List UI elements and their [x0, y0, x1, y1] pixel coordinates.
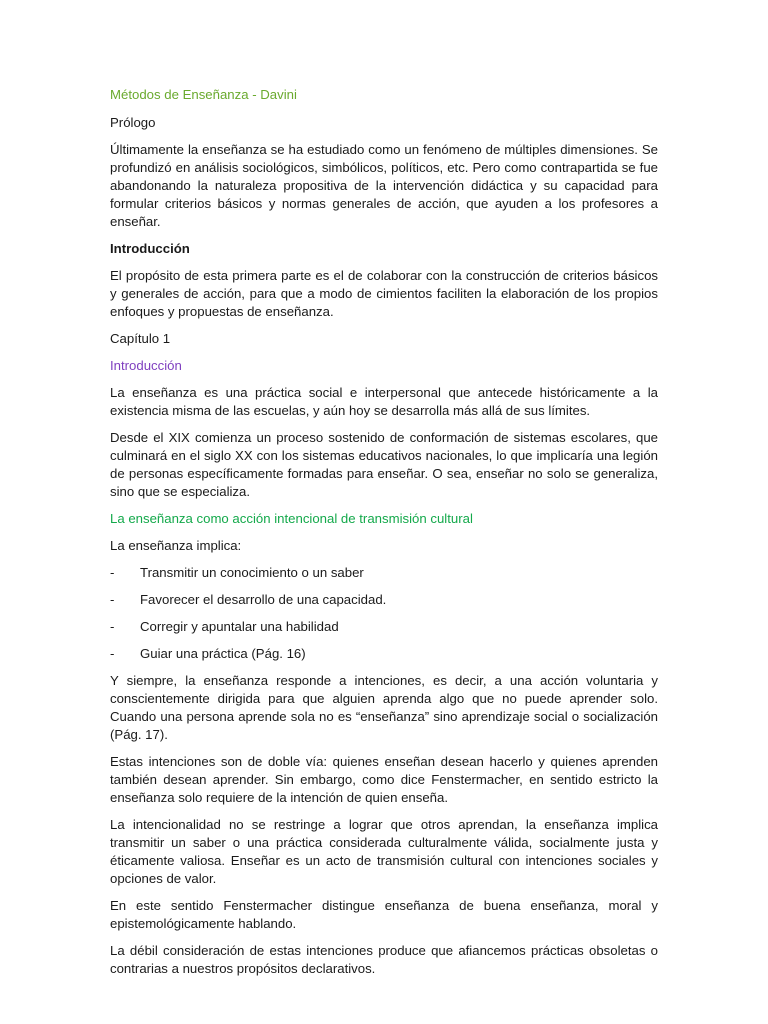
list-item	[110, 591, 658, 609]
section-intro: La enseñanza implica:	[110, 538, 242, 553]
section-paragraph-4: En este sentido Fenstermacher distingue enseñanza de buena enseñanza, moral y epistemológicamente hablando.	[110, 898, 658, 931]
bullet-list	[110, 564, 658, 663]
section-paragraph-1: Y siempre, la enseñanza responde a intenciones, es decir, a una acción voluntaria y conscientemente dirigida para que alguien aprenda algo que no puede aprender solo. Cuando una persona aprende sola no es “enseñanza” sino aprendizaje social o socialización (Pág. 17).	[110, 673, 658, 742]
list-item-text: Transmitir un conocimiento o un saber	[140, 565, 364, 580]
list-item	[110, 645, 658, 663]
chapter-paragraph-2: Desde el XIX comienza un proceso sostenido de conformación de sistemas escolares, que culminará en el siglo XX con los sistemas educativos nacionales, lo que implicaría una legión de personas específicamente formadas para enseñar. O sea, enseñar no solo se generaliza, sino que se especializa.	[110, 430, 658, 499]
list-item	[110, 564, 658, 582]
section-paragraph-3: La intencionalidad no se restringe a lograr que otros aprendan, la enseñanza implica transmitir un saber o una práctica considerada culturalmente válida, socialmente justa y éticamente valiosa. Enseñar es un acto de transmisión cultural con intenciones sociales y opciones de valor.	[110, 817, 658, 886]
bullet-marker: -	[110, 646, 115, 661]
bullet-marker: -	[110, 565, 115, 580]
bullet-marker: -	[110, 619, 115, 634]
section-paragraph-2: Estas intenciones son de doble vía: quienes enseñan desean hacerlo y quienes aprenden también desean aprender. Sin embargo, como dice Fenstermacher, en sentido estricto la enseñanza solo requiere de la intención de quien enseña.	[110, 754, 658, 805]
introduccion-paragraph: El propósito de esta primera parte es el de colaborar con la construcción de criterios básicos y generales de acción, para que a modo de cimientos faciliten la elaboración de los propios enfoques y propuestas de enseñanza.	[110, 268, 658, 319]
chapter-subheading: Introducción	[110, 358, 182, 373]
document-title: Métodos de Enseñanza - Davini	[110, 87, 297, 102]
prologo-heading: Prólogo	[110, 115, 156, 130]
prologo-paragraph: Últimamente la enseñanza se ha estudiado como un fenómeno de múltiples dimensiones. Se profundizó en análisis sociológicos, simbólicos, políticos, etc. Pero como contrapartida se fue abandonando la naturaleza propositiva de la intervención didáctica y su capacidad para formular criterios básicos y normas generales de acción, que ayuden a los profesores a enseñar.	[110, 142, 658, 229]
list-item-text: Corregir y apuntalar una habilidad	[140, 619, 339, 634]
section-paragraph-5: La débil consideración de estas intenciones produce que afiancemos prácticas obsoletas o contrarias a nuestros propósitos declarativos.	[110, 943, 658, 976]
list-item-text: Favorecer el desarrollo de una capacidad.	[140, 592, 387, 607]
introduccion-heading: Introducción	[110, 241, 190, 256]
list-item	[110, 618, 658, 636]
bullet-marker: -	[110, 592, 115, 607]
chapter-heading: Capítulo 1	[110, 331, 171, 346]
chapter-paragraph-1: La enseñanza es una práctica social e interpersonal que antecede históricamente a la existencia misma de las escuelas, y aún hoy se desarrolla más allá de sus límites.	[110, 385, 658, 418]
list-item-text: Guiar una práctica (Pág. 16)	[140, 646, 306, 661]
section-heading: La enseñanza como acción intencional de transmisión cultural	[110, 511, 473, 526]
